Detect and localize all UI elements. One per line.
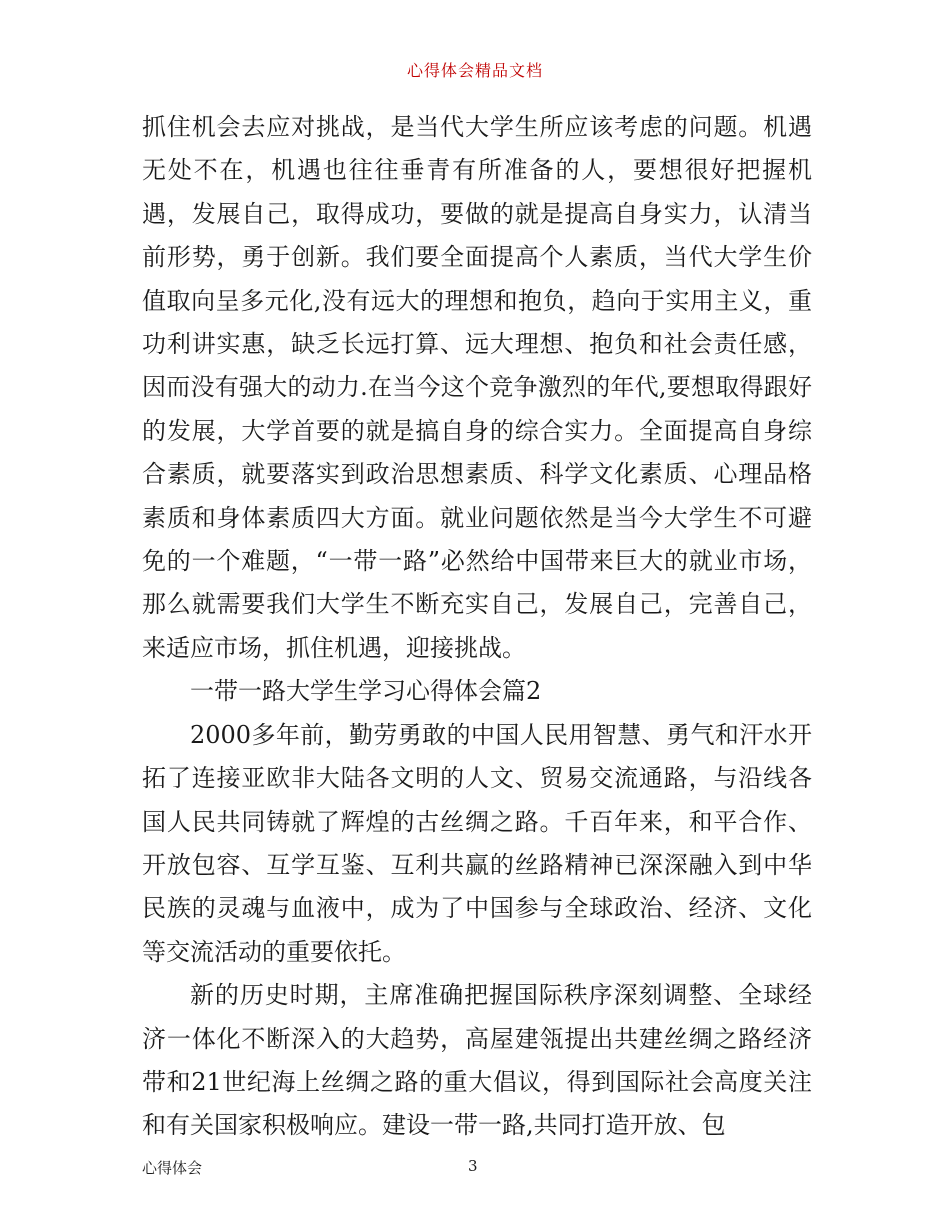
paragraph-continued: 抓住机会去应对挑战，是当代大学生所应该考虑的问题。机遇无处不在，机遇也往往垂青有所准备的人，要想很好把握机遇，发展自己，取得成功，要做的就是提高自身实力，认清当前形势，勇于创新。我们要全面提高个人素质，当代大学生价值取向呈多元化,没有远大的理想和抱负，趋向于实用主义，重功利讲实惠，缺乏长远打算、远大理想、抱负和社会责任感，因而没有强大的动力.在当今这个竞争激烈的年代,要想取得跟好的发展，大学首要的就是搞自身的综合实力。全面提高自身综合素质，就要落实到政治思想素质、科学文化素质、心理品格素质和身体素质四大方面。就业问题依然是当今大学生不可避免的一个难题，“一带一路”必然给中国带来巨大的就业市场，那么就需要我们大学生不断充实自己，发展自己，完善自己，来适应市场，抓住机遇，迎接挑战。 bbox=[142, 113, 812, 662]
page-header-title: 心得体会精品文档 bbox=[406, 61, 543, 80]
paragraph-silk-road-history: 2000多年前，勤劳勇敢的中国人民用智慧、勇气和汗水开拓了连接亚欧非大陆各文明的人文、贸易交流通路，与沿线各国人民共同铸就了辉煌的古丝绸之路。千百年来，和平合作、开放包容、互学互鉴、互利共赢的丝路精神已深深融入到中华民族的灵魂与血液中，成为了中国参与全球政治、经济、文化等交流活动的重要依托。 bbox=[142, 720, 812, 966]
page-number: 3 bbox=[468, 1157, 478, 1175]
section-heading: 一带一路大学生学习心得体会篇2 bbox=[190, 677, 542, 706]
paragraph-belt-and-road-initiative: 新的历史时期，主席准确把握国际秩序深刻调整、全球经济一体化不断深入的大趋势，高屋建瓴提出共建丝绸之路经济带和21世纪海上丝绸之路的重大倡议，得到国际社会高度关注和有关国家积极响应。建设一带一路,共同打造开放、包 bbox=[142, 981, 812, 1140]
document-body bbox=[142, 106, 812, 1148]
footer-label: 心得体会 bbox=[142, 1159, 203, 1177]
